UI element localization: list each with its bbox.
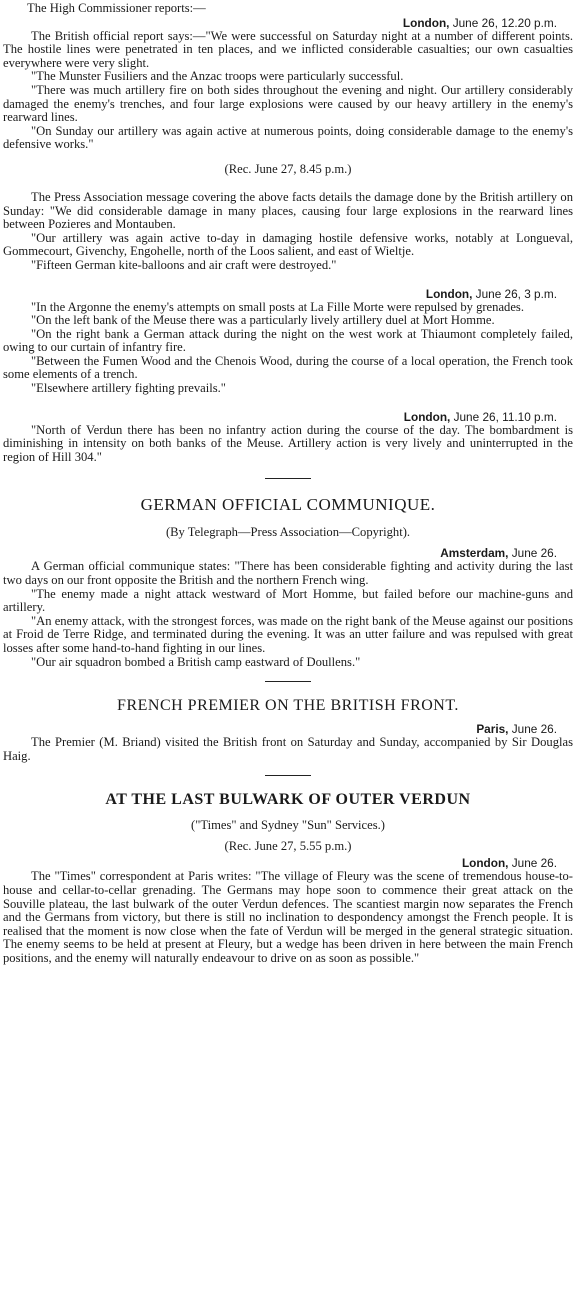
dateline: London, June 26, 3 p.m. [425, 286, 557, 301]
paragraph: The British official report says:—"We were successful on Saturday night at a number of different points. The hostile lines were penetrated in ten places, and we inflicted considerable casualties; our own casualties everywhere were very slight. [3, 28, 573, 70]
paragraph: "The Munster Fusiliers and the Anzac troops were particularly successful. [31, 69, 404, 84]
intro-line: The High Commissioner reports:— [27, 1, 206, 15]
dateline: London, June 26. [461, 856, 557, 871]
paragraph: "On the right bank a German attack during the night on the west work at Thiaumont completely failed, owing to our curtain of infantry fire. [3, 326, 573, 355]
paragraph: The "Times" correspondent at Paris writes: "The village of Fleury was the scene of tremendous house-to-house and cellar-to-cellar grenading. The Germans may hope soon to commence their great attack on the Souville plateau, the last bulwark of the outer Verdun defences. The scantiest margin now separates the French and the Germans from victory, but there is still no inclination to despondency amongst the French people. It is realised that the moment is now close when the fate of Verdun will be merged in the general strategic situation. The enemy seems to be held at present at Fleury, but a wedge has been driven in here between the main French positions, and the enemy will naturally endeavour to drive on as soon as possible." [3, 869, 573, 965]
headline: FRENCH PREMIER ON THE BRITISH FRONT. [117, 697, 459, 715]
subheading: ("Times" and Sydney "Sun" Services.) [191, 818, 385, 833]
paragraph: "On the left bank of the Meuse there was a particularly lively artillery duel at Mort Homme. [31, 313, 495, 328]
news-column [3, 0, 573, 966]
paragraph: "Between the Fumen Wood and the Chenois Wood, during the course of a local operation, the French took some elements of a trench. [3, 353, 573, 382]
paragraph: "An enemy attack, with the strongest forces, was made on the right bank of the Meuse against our positions at Froid de Terre Ridge, and terminated during the evening. It was an utter failure and was repulsed with great losses after some hand-to-hand fighting in our lines. [3, 613, 573, 655]
paragraph: "In the Argonne the enemy's attempts on small posts at La Fille Morte were repulsed by grenades. [31, 299, 524, 314]
headline: AT THE LAST BULWARK OF OUTER VERDUN [105, 791, 471, 809]
paragraph: "Elsewhere artillery fighting prevails." [31, 381, 226, 396]
paragraph: "North of Verdun there has been no infantry action during the course of the day. The bombardment is diminishing in intensity on both banks of the Meuse. Artillery action is very lively and uninterrupted in the region of Hill 304." [3, 422, 573, 464]
subheading: (By Telegraph—Press Association—Copyright). [165, 525, 411, 540]
paragraph: "Fifteen German kite-balloons and air craft were destroyed." [31, 257, 337, 272]
headline: GERMAN OFFICIAL COMMUNIQUE. [140, 495, 436, 515]
paragraph: The Press Association message covering the above facts details the damage done by the British artillery on Sunday: "We did considerable damage in many places, causing four large explosions in the rearward lines between Pozieres and Montauben. [3, 189, 573, 232]
dateline: London, June 26, 11.10 p.m. [403, 409, 557, 424]
paragraph: "On Sunday our artillery was again active at numerous points, doing considerable damage to the enemy's defensive works." [3, 123, 573, 152]
paragraph: "Our artillery was again active to-day in damaging hostile defensive works, notably at Longueval, Gommecourt, Givenchy, Engohelle, north of the Loos salient, and east of Wieltje. [3, 230, 573, 259]
paragraph: "Our air squadron bombed a British camp eastward of Doullens." [31, 654, 361, 669]
received-line: (Rec. June 27, 8.45 p.m.) [224, 161, 352, 176]
paragraph: The Premier (M. Briand) visited the British front on Saturday and Sunday, accompanied by Sir Douglas Haig. [3, 735, 573, 763]
dateline: Paris, June 26. [476, 722, 557, 737]
paragraph: "There was much artillery fire on both sides throughout the evening and night. Our artillery considerably damaged the enemy's trenches, and four large explosions were caused by our heavy artillery in the enemy's rearward lines. [3, 82, 573, 125]
dateline: Amsterdam, June 26. [440, 546, 557, 561]
received-line: (Rec. June 27, 5.55 p.m.) [224, 839, 352, 854]
dateline: London, June 26, 12.20 p.m. [402, 15, 557, 30]
paragraph: "The enemy made a night attack westward of Mort Homme, but failed before our machine-guns and artillery. [3, 586, 573, 615]
paragraph: A German official communique states: "There has been considerable fighting and activity during the last two days on our front opposite the British and the northern French wing. [3, 559, 573, 588]
